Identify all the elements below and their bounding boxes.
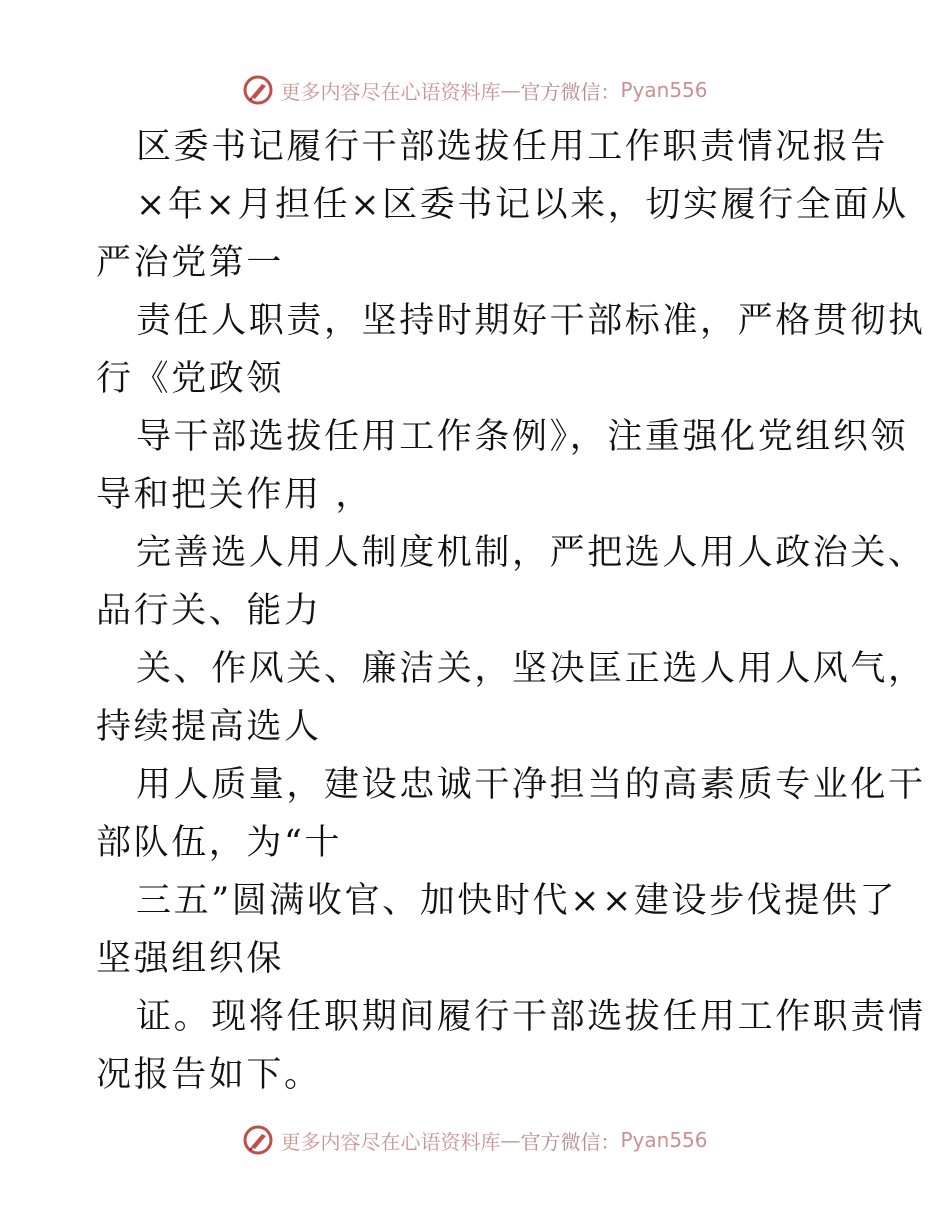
watermark-separator: — (500, 1128, 521, 1152)
paragraph-line: 持续提高选人 (96, 707, 322, 747)
paragraph-line: 坚强组织保 (96, 939, 285, 979)
paragraph-line: 导和把关作用 ， (96, 475, 373, 515)
watermark-wechat-label: 官方微信： (520, 1129, 621, 1154)
watermark-separator: — (500, 78, 521, 102)
paragraph-line: 行《党政领 (96, 359, 285, 399)
paragraph-line: 导干部选拔任用工作条例》，注重强化党组织领 (136, 417, 909, 457)
pen-logo-icon (242, 74, 274, 106)
paragraph-line: 关、作风关、廉洁关，坚决匡正选人用人风气， (136, 649, 926, 689)
paragraph-line: 用人质量，建设忠诚干净担当的高素质专业化干 (136, 765, 926, 805)
watermark-text: 更多内容尽在心语资料库 (280, 79, 501, 104)
watermark-text: 更多内容尽在心语资料库 (280, 1129, 501, 1154)
paragraph-line: 部队伍，为“十 (96, 823, 343, 863)
paragraph-line: 况报告如下。 (96, 1055, 322, 1095)
pen-logo-icon (242, 1124, 274, 1156)
watermark-header (0, 70, 950, 110)
paragraph-line: 证。现将任职期间履行干部选拔任用工作职责情 (136, 997, 926, 1037)
watermark-footer (0, 1120, 950, 1160)
paragraph-line: 三五”圆满收官、加快时代××建设步伐提供了 (136, 881, 898, 921)
paragraph-line: 品行关、能力 (96, 591, 322, 631)
watermark-wechat-id: Pyan556 (620, 1128, 708, 1152)
document-title: 区委书记履行干部选拔任用工作职责情况报告 (136, 127, 889, 167)
watermark-wechat-id: Pyan556 (620, 78, 708, 102)
paragraph-line: 严治党第一 (96, 243, 285, 283)
paragraph-line: ×年×月担任×区委书记以来，切实履行全面从 (136, 185, 909, 225)
watermark-wechat-label: 官方微信： (520, 79, 621, 104)
paragraph-line: 完善选人用人制度机制，严把选人用人政治关、 (136, 533, 926, 573)
paragraph-line: 责任人职责，坚持时期好干部标准，严格贯彻执 (136, 301, 926, 341)
